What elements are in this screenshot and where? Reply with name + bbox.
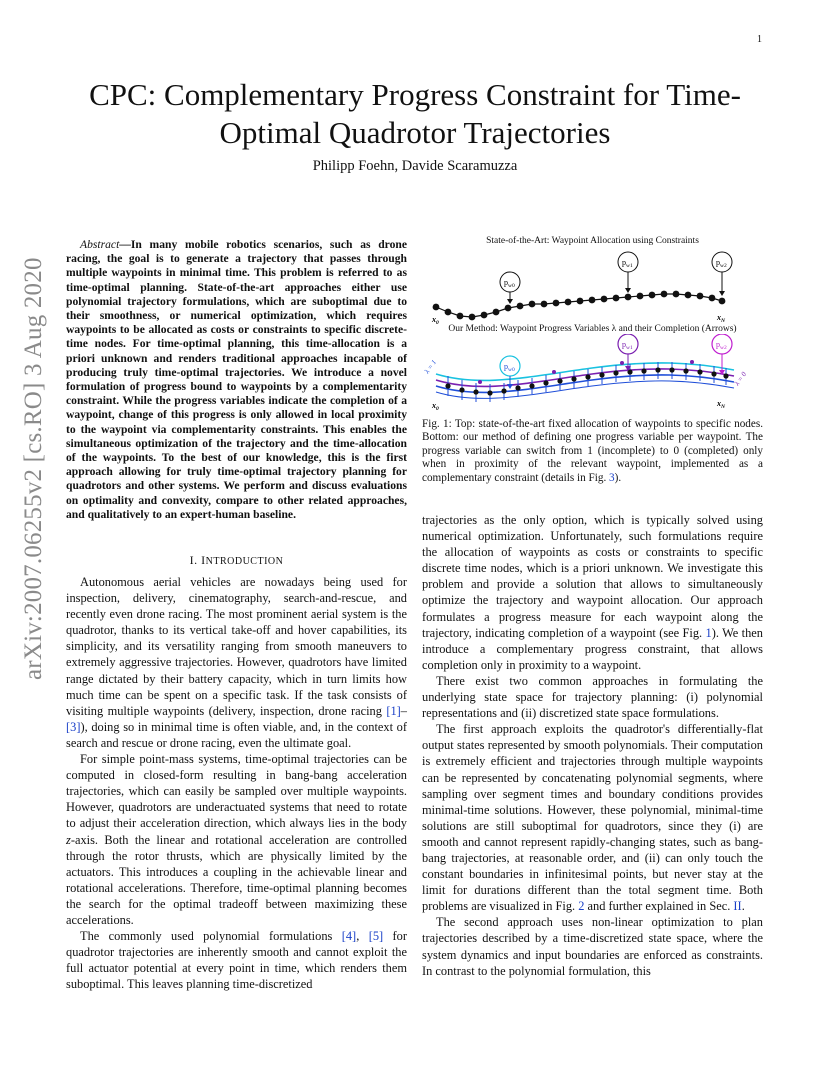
text-run: – xyxy=(400,703,407,718)
start-state-label: $x_0$ xyxy=(432,315,439,324)
paragraph xyxy=(66,928,407,992)
lambda-end-label: λ = 0 xyxy=(733,370,749,388)
text-run: The second approach uses non-linear optimization to plan trajectories described by a time-discretized state space, where the system dynamics and input boundaries are enforced as constraints. In contrast to the polynomial formulation, this xyxy=(422,915,763,978)
caption-text: Fig. 1: Top: state-of-the-art fixed allocation of waypoints to specific nodes. Bottom: our method of defining one progress variable per waypoint. The progress variable can switch from 1 (incomplete) to 0 (completed) only when in proximity of the relevant waypoint, implemented as a complementary constraint (details in Fig. xyxy=(422,418,763,484)
text-run: -axis. Both the linear and rotational acceleration are controlled through the rotor thrusts, which are physically limited by the actuators. This introduces a coupling in the achievable linear and rotational accelerations. Therefore, time-optimal planning becomes the search for the optimal tradeoff between maximizing these accelerations. xyxy=(66,832,407,927)
figure-reference-link[interactable]: 2 xyxy=(578,899,585,914)
page-number: 1 xyxy=(757,34,762,45)
figure-reference-link[interactable]: 3 xyxy=(609,471,615,484)
text-run: The first approach exploits the quadrotor's differentially-flat output states represented by smooth polynomials. Their computation is extremely efficient and trajectories through multiple waypoints can be represented by concatenating polynomial segments, where sampling over segment times and boundary conditions provides minimal-time solutions. However, these polynomial, minimal-time solutions are still suboptimal for quadrotors, since they (i) are smooth and cannot represent rapidly-changing states, such as bang-bang trajectories, at reasonable order, and (ii) can only touch the constant boundaries in infinitesimal points, but never stay at the limit for durations different than the total segment time. Both problems are visualized in Fig. xyxy=(422,722,763,914)
text-run: trajectories as the only option, which is typically solved using numerical optimization. Unfortunately, such formulations require the allocation of waypoints as costs or constraints to specific discrete time nodes, which is a priori unknown. We investigate this problem and provide a solution that allows to simultaneously optimize the trajectory and waypoint allocation. Our approach formulates a progress measure for each waypoint along the trajectory, indicating completion of a waypoint (see Fig. xyxy=(422,513,763,640)
paragraph xyxy=(66,574,407,751)
svg-text:pw0: $p_{w0}$ xyxy=(504,278,515,289)
citation-link[interactable]: [1] xyxy=(386,703,401,718)
text-run: ). We then introduce a complementary progress constraint, that allows completion only in proximity to a waypoint. xyxy=(422,625,763,672)
text-run: ), doing so in minimal time is often viable, and, in the context of search and rescue or drone racing, even the ultimate goal. xyxy=(66,719,407,750)
waypoint-w1 xyxy=(618,252,638,293)
waypoint-w0 xyxy=(500,272,520,304)
paragraph xyxy=(422,914,763,978)
abstract-body: —In many mobile robotics scenarios, such as drone racing, the goal is to generate a trajectory that passes through multiple waypoints in minimal time. This problem is referred to as time-optimal planning. State-of-the-art approaches either use polynomial trajectory formulations, which are suboptimal due to their smoothness, or numerical optimization, which requires waypoints to be allocated as costs or constraints to specific discrete-time nodes. For time-optimal planning, this time-allocation is a priori unknown and renders traditional approaches incapable of producing truly time-optimal trajectories. We introduce a novel formulation of progress bound to waypoints by a complementarity constraint. While the progress variables indicate the completion of a waypoint, change of this progress is only allowed in local proximity to the waypoint via complementarity constraints. This enables the simultaneous optimization of the trajectory and the time-allocation of the waypoints. To the best of our knowledge, this is the first approach allowing for truly time-optimal trajectory planning for quadrotors and other systems. We perform and discuss evaluations on optimality and convexity, compare to other related approaches, and qualitatively to an expert-human baseline. xyxy=(66,238,407,521)
text-run: For simple point-mass systems, time-optimal trajectories can be computed in closed-form resulting in bang-bang acceleration trajectories, which can easily be sampled over multiple waypoints. However, quadrotors are underactuated systems that need to rotate to adjust their acceleration direction, which always lies in the body xyxy=(66,752,407,831)
citation-link[interactable]: [5] xyxy=(368,929,384,944)
waypoint-w2 xyxy=(712,252,732,296)
abstract-lead: Abstract xyxy=(80,238,120,251)
section-reference-link[interactable]: II xyxy=(733,899,742,914)
svg-text:pw1: $p_{w1}$ xyxy=(622,340,633,351)
svg-text:pw2: $p_{w2}$ xyxy=(716,258,727,269)
paragraph xyxy=(422,673,763,721)
section-title: NTRODUCTION xyxy=(205,556,284,567)
text-run: and further explained in Sec. xyxy=(584,899,734,914)
figure-bottom-label: Our Method: Waypoint Progress Variables λ and their Completion (Arrows) xyxy=(448,324,737,334)
citation-link[interactable]: [4] xyxy=(341,929,357,944)
right-column-body xyxy=(422,512,763,979)
citation-link[interactable]: [3] xyxy=(66,719,81,734)
lambda-start-label: λ = 1 xyxy=(423,358,439,376)
start-state-label: $x_0$ xyxy=(432,401,439,410)
paragraph xyxy=(422,512,763,673)
figure-1 xyxy=(422,236,763,410)
section-heading-introduction xyxy=(66,553,407,568)
figure-reference-link[interactable]: 1 xyxy=(705,625,712,640)
section-numeral: I. I xyxy=(189,553,206,567)
text-run: Autonomous aerial vehicles are nowadays being used for inspection, delivery, cinematography, search-and-rescue, and recently even drone racing. The most prominent aerial system is the quadrotor, thanks to its vertical take-off and hover capabilities, its simplicity, and its versatility ranging from smooth maneuvers to extremely aggressive trajectories. However, quadrotors have limited range dictated by their battery capacity, which in turn limits how much time can be spent on a specific task. If the task consists of visiting multiple waypoints (delivery, inspection, drone racing xyxy=(66,575,407,718)
end-state-label: $x_N$ xyxy=(717,313,725,324)
svg-text:pw1: $p_{w1}$ xyxy=(622,258,633,269)
paragraph xyxy=(66,751,407,928)
abstract xyxy=(66,238,407,522)
figure-1-caption xyxy=(422,418,763,485)
text-run: for quadrotor trajectories are inherently smooth and cannot exploit the full actuator potential at every point in time, which renders them suboptimal. This leaves planning time-discretized xyxy=(66,929,407,992)
left-column-body xyxy=(66,574,407,992)
text-run: . xyxy=(741,899,745,914)
text-run: , xyxy=(356,929,369,944)
arxiv-identifier[interactable]: arXiv:2007.06255v2 [cs.RO] 3 Aug 2020 xyxy=(20,257,47,680)
math-symbol: z xyxy=(66,832,71,847)
paper-authors: Philipp Foehn, Davide Scaramuzza xyxy=(312,158,518,174)
end-state-label: $x_N$ xyxy=(717,399,725,410)
figure-top-diagram xyxy=(422,246,763,324)
text-run: The commonly used polynomial formulations xyxy=(80,929,342,944)
paper-title: CPC: Complementary Progress Constraint for Time-Optimal Quadrotor Trajectories xyxy=(89,77,741,150)
figure-bottom-diagram xyxy=(422,334,763,410)
text-run: There exist two common approaches in formulating the underlying state space for trajectory planning: (i) polynomial representations and (ii) discretized state space formulations. xyxy=(422,673,763,721)
svg-text:pw2: $p_{w2}$ xyxy=(716,340,727,351)
figure-top-label: State-of-the-Art: Waypoint Allocation using Constraints xyxy=(486,236,699,246)
svg-text:pw0: $p_{w0}$ xyxy=(504,362,515,373)
caption-text: ). xyxy=(614,471,622,484)
trajectory-line xyxy=(436,294,722,317)
paragraph xyxy=(422,721,763,914)
